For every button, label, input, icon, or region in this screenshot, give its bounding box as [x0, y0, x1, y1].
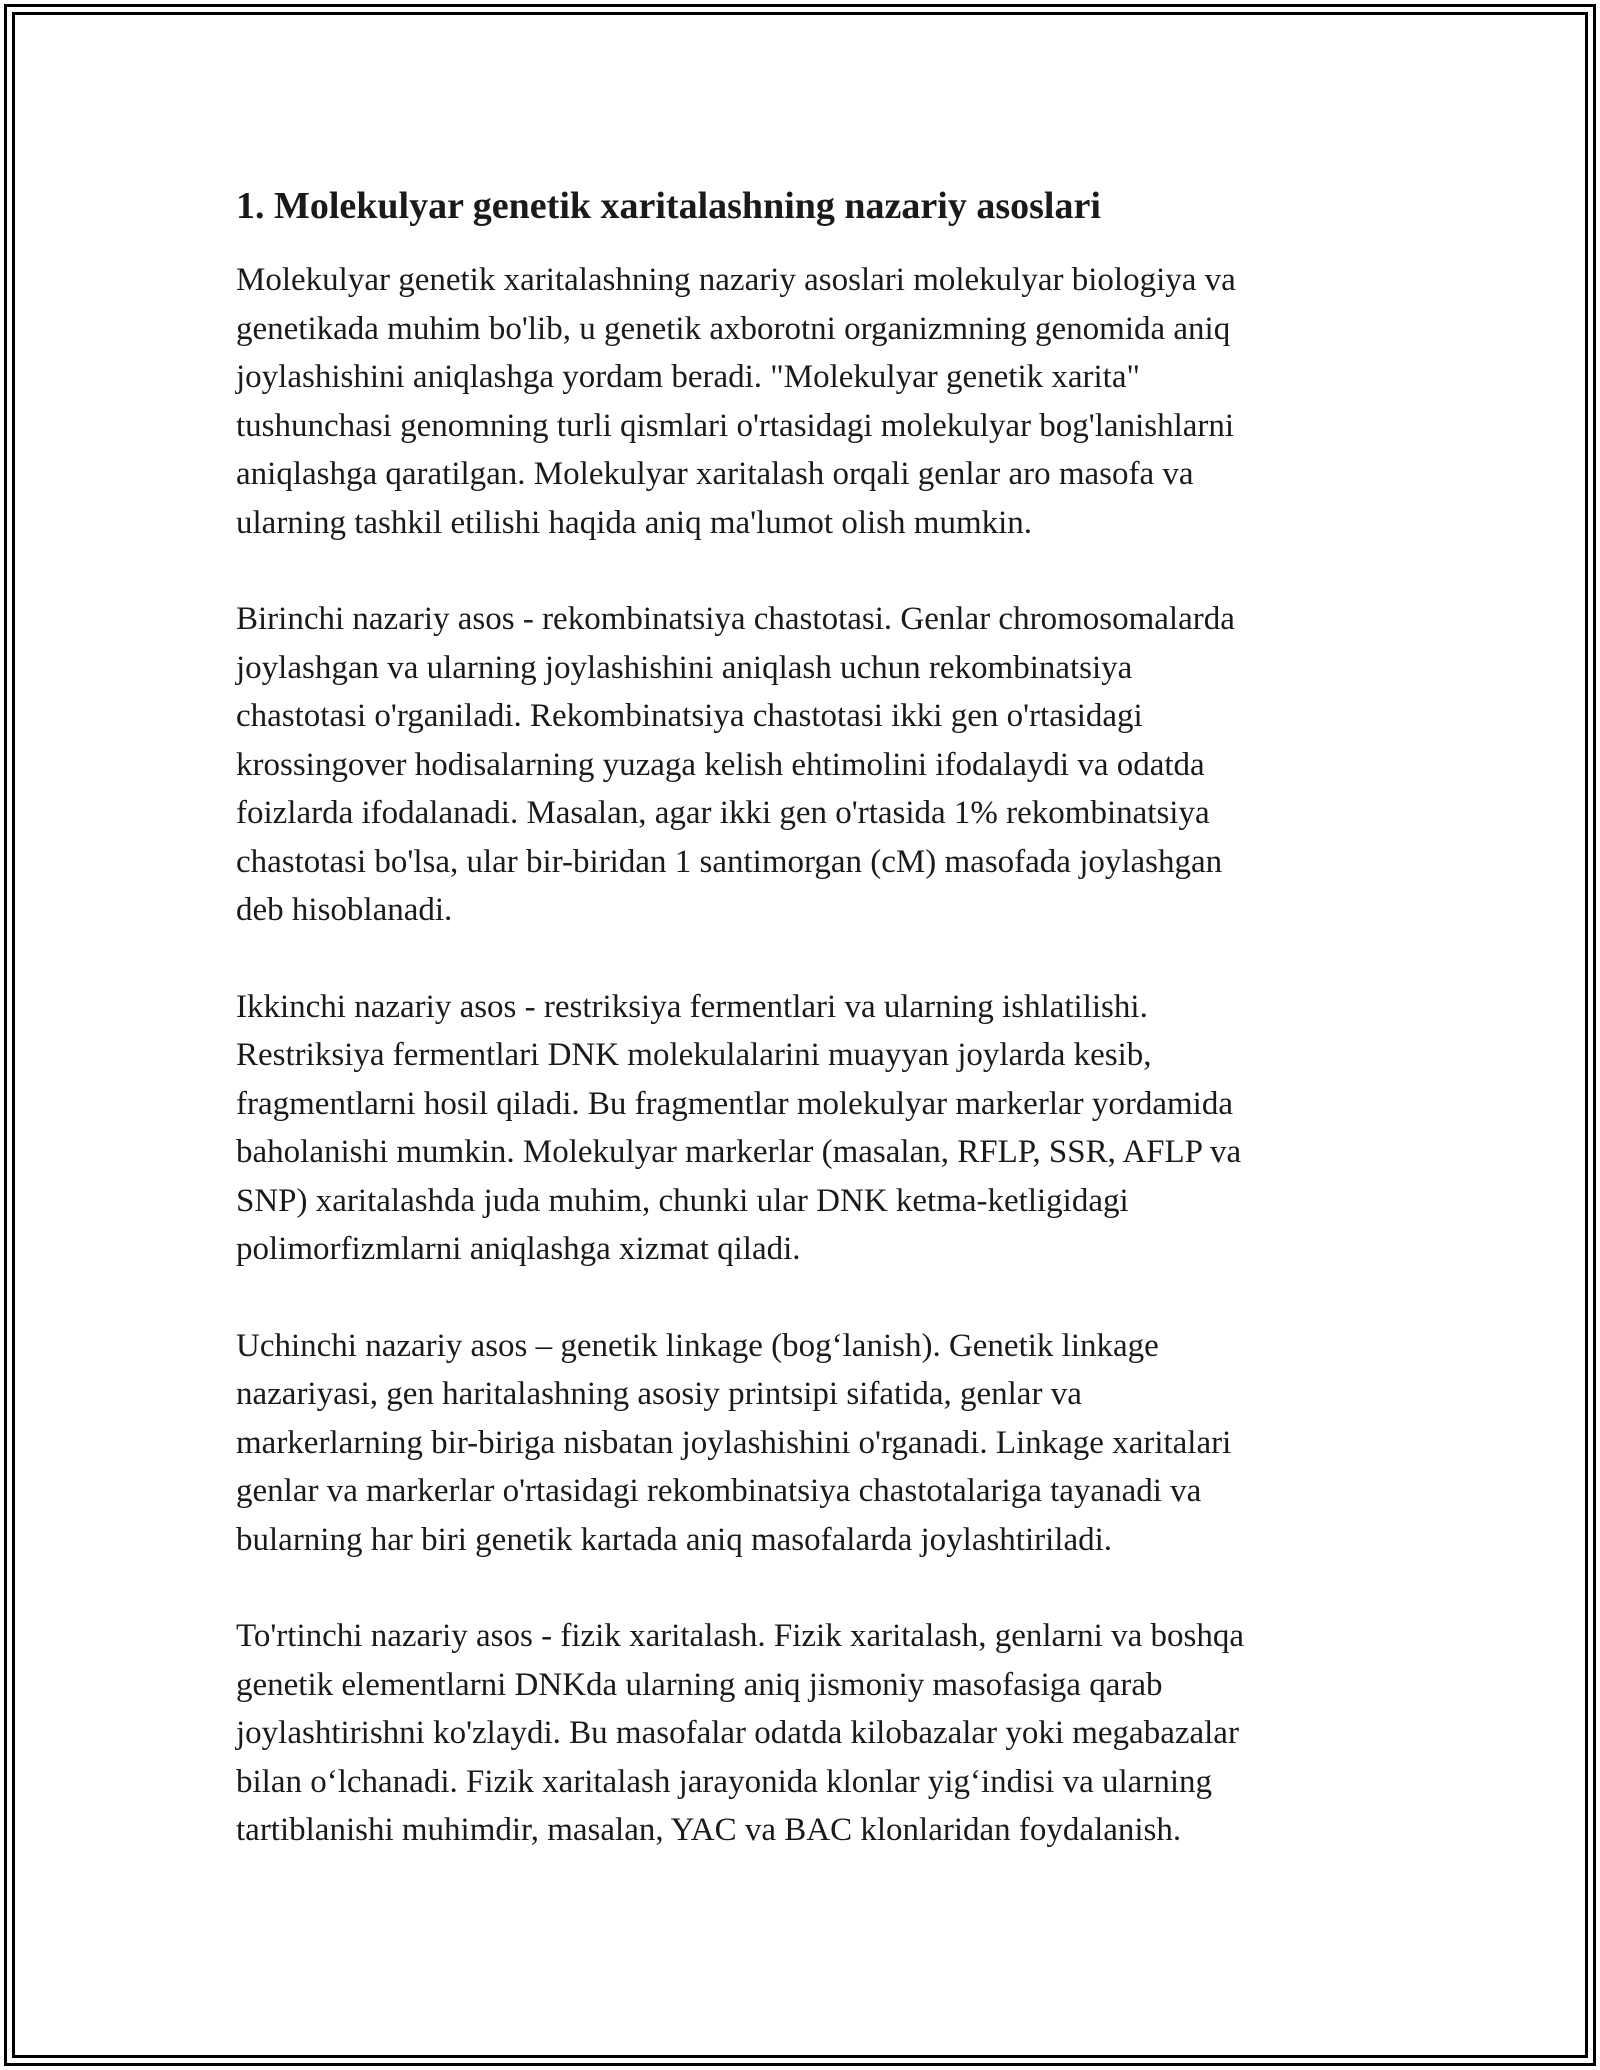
paragraph-line: To'rtinchi nazariy asos - fizik xaritalash. Fizik xaritalash, genlarni va boshqa: [236, 1618, 1244, 1654]
paragraph-line: genlar va markerlar o'rtasidagi rekombinatsiya chastotalariga tayanadi va: [236, 1473, 1202, 1509]
paragraph-line: joylashgan va ularning joylashishini aniqlash uchun rekombinatsiya: [236, 649, 1133, 686]
paragraph-line: chastotasi bo'lsa, ular bir-biridan 1 santimorgan (cM) masofada joylashgan: [236, 843, 1223, 880]
paragraph-line: markerlarning bir-biriga nisbatan joylashishini o'rganadi. Linkage xaritalari: [236, 1424, 1232, 1461]
paragraph-line: fragmentlarni hosil qiladi. Bu fragmentlar molekulyar markerlar yordamida: [236, 1085, 1233, 1122]
paragraph-line: aniqlashga qaratilgan. Molekulyar xaritalash orqali genlar aro masofa va: [236, 456, 1194, 492]
paragraph-line: Molekulyar genetik xaritalashning nazariy asoslari molekulyar biologiya va: [236, 262, 1236, 298]
paragraph-line: Uchinchi nazariy asos – genetik linkage (bog‘lanish). Genetik linkage: [236, 1327, 1159, 1364]
paragraph-line: Restriksiya fermentlari DNK molekulalarini muayyan joylarda kesib,: [236, 1037, 1152, 1073]
paragraph-intro: [236, 256, 1386, 547]
paragraph-second-basis: [236, 983, 1386, 1274]
paragraph-line: genetikada muhim bo'lib, u genetik axborotni organizmning genomida aniq: [236, 310, 1231, 347]
paragraph-line: joylashtirishni ko'zlaydi. Bu masofalar odatda kilobazalar yoki megabazalar: [236, 1715, 1239, 1751]
paragraph-line: SNP) xaritalashda juda muhim, chunki ular DNK ketma-ketligidagi: [236, 1182, 1129, 1219]
paragraph-line: Birinchi nazariy asos - rekombinatsiya chastotasi. Genlar chromosomalarda: [236, 601, 1235, 637]
paragraph-line: deb hisoblanadi.: [236, 892, 453, 928]
paragraph-line: krossingover hodisalarning yuzaga kelish ehtimolini ifodalaydi va odatda: [236, 746, 1205, 783]
paragraph-line: chastotasi o'rganiladi. Rekombinatsiya chastotasi ikki gen o'rtasidagi: [236, 698, 1143, 734]
paragraph-third-basis: [236, 1322, 1386, 1565]
paragraph-line: nazariyasi, gen haritalashning asosiy printsipi sifatida, genlar va: [236, 1376, 1082, 1412]
section-title: 1. Molekulyar genetik xaritalashning nazariy asoslari: [236, 185, 1101, 227]
paragraph-line: Ikkinchi nazariy asos - restriksiya fermentlari va ularning ishlatilishi.: [236, 988, 1148, 1025]
paragraph-line: baholanishi mumkin. Molekulyar markerlar (masalan, RFLP, SSR, AFLP va: [236, 1134, 1242, 1170]
paragraph-line: tushunchasi genomning turli qismlari o'rtasidagi molekulyar bog'lanishlarni: [236, 407, 1235, 444]
paragraph-line: ularning tashkil etilishi haqida aniq ma'lumot olish mumkin.: [236, 504, 1033, 541]
paragraph-line: polimorfizmlarni aniqlashga xizmat qiladi.: [236, 1231, 801, 1267]
paragraph-fourth-basis: [236, 1612, 1386, 1855]
paragraph-line: bularning har biri genetik kartada aniq masofalarda joylashtiriladi.: [236, 1521, 1113, 1558]
paragraph-line: joylashishini aniqlashga yordam beradi. "Molekulyar genetik xarita": [236, 359, 1140, 395]
paragraph-line: tartiblanishi muhimdir, masalan, YAC va BAC klonlaridan foydalanish.: [236, 1812, 1182, 1848]
paragraph-line: genetik elementlarni DNKda ularning aniq jismoniy masofasiga qarab: [236, 1666, 1163, 1703]
paragraph-first-basis: [236, 595, 1386, 935]
document-body: [236, 182, 1386, 1903]
paragraph-line: foizlarda ifodalanadi. Masalan, agar ikki gen o'rtasida 1% rekombinatsiya: [236, 795, 1210, 831]
paragraph-line: bilan o‘lchanadi. Fizik xaritalash jarayonida klonlar yig‘indisi va ularning: [236, 1763, 1212, 1800]
